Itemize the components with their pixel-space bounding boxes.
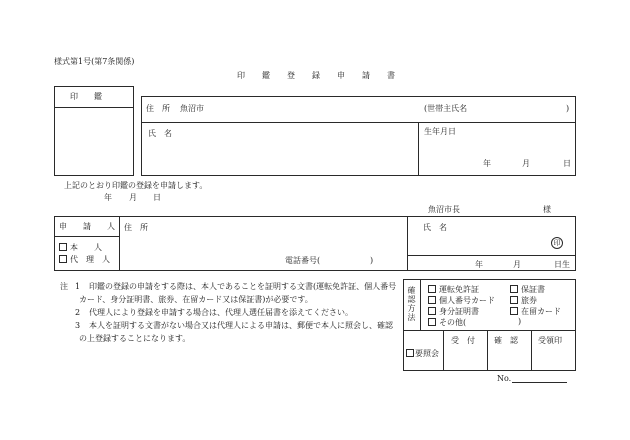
page-title: 印鑑登録申請書 [237,71,412,80]
checkbox[interactable] [428,307,436,315]
divider [420,279,421,330]
notes-head: 注 [60,282,68,291]
office-col-reception: 受 付 [451,336,475,345]
office-col-confirm: 確 認 [494,336,518,345]
birth-month: 月 [522,159,530,168]
verify-option-id[interactable] [428,307,479,316]
checkbox[interactable] [428,285,436,293]
verify-option-mynumber[interactable] [428,296,495,305]
checkbox[interactable] [59,255,67,263]
checkbox[interactable] [510,285,518,293]
divider [119,216,120,271]
checkbox[interactable] [59,243,67,251]
verify-label: 確認方法 [407,286,416,322]
option-label: その他( [439,318,467,327]
applicant-self-label: 本 人 [70,243,102,252]
note-1-number: 1 [75,282,81,291]
note-3-line2: の上登録することになります。 [79,334,191,343]
divider [531,330,532,371]
applicant-birth-year: 年 [475,260,483,269]
householder-close: ) [566,104,570,113]
verify-option-guarantee[interactable] [510,285,545,294]
applicant-birth-day: 日生 [554,260,570,269]
request-text: 上記のとおり印鑑の登録を申請します。 [64,181,208,190]
option-label: 保証書 [521,285,545,294]
applicant-address-label: 住 所 [124,223,148,232]
checkbox[interactable] [428,296,436,304]
number-underline [512,382,567,383]
office-col-receipt-seal: 受領印 [538,336,562,345]
divider [403,330,576,331]
date-day: 日 [153,193,161,202]
divider [141,122,576,123]
verify-other-close: ) [518,317,522,326]
householder-label: (世帯主氏名 [424,104,468,113]
option-label: 身分証明書 [439,307,479,316]
date-year: 年 [104,193,112,202]
applicant-agent-option[interactable] [59,255,110,264]
divider [407,255,576,256]
option-label: 個人番号カード [439,296,495,305]
note-2-number: 2 [75,308,81,317]
address-value[interactable]: 魚沼市 [180,104,204,113]
name-label: 氏 名 [148,129,172,138]
divider [54,236,119,237]
verify-option-license[interactable] [428,285,479,294]
birth-year: 年 [483,159,491,168]
applicant-birth-month: 月 [513,260,521,269]
checkbox[interactable] [406,349,414,357]
option-label: 在留カード [521,307,561,316]
address-label: 住 所 [146,104,170,113]
verify-option-passport[interactable] [510,296,537,305]
registrant-box [141,96,576,176]
mayor-label: 魚沼市長 [428,205,460,214]
phone-label: 電話番号( [285,256,321,265]
divider [418,122,419,176]
checkbox[interactable] [428,318,436,326]
option-label: 運転免許証 [439,285,479,294]
form-number: 様式第1号(第7条関係) [54,57,135,66]
applicant-name-label: 氏 名 [423,223,447,232]
applicant-agent-label: 代 理 人 [70,255,110,264]
note-3-number: 3 [75,321,81,330]
note-3-line1: 本人を証明する文書がない場合又は代理人による申請は、郵便で本人に照会し、確認 [89,321,393,330]
seal-mark: 印 [551,237,563,249]
divider [407,216,408,271]
verify-option-residence[interactable] [510,307,561,316]
phone-close: ) [370,256,374,265]
option-label: 旅券 [521,296,537,305]
note-2-line1: 代理人により登録を申請する場合は、代理人選任届書を添えてください。 [89,308,353,317]
checkbox[interactable] [510,296,518,304]
seal-box-label: 印 鑑 [70,92,102,101]
divider [54,107,134,108]
inquiry-label: 要照会 [415,349,439,358]
note-1-line2: カード、身分証明書、旅券、在留カード又は保証書)が必要です。 [79,295,313,304]
birth-label: 生年月日 [424,127,456,136]
note-1-line1: 印鑑の登録の申請をする際は、本人であることを証明する文書(運転免許証、個人番号 [89,282,397,291]
verify-option-other[interactable] [428,318,466,327]
date-month: 月 [129,193,137,202]
divider [443,330,444,371]
applicant-label: 申 請 人 [59,222,119,231]
checkbox[interactable] [510,307,518,315]
birth-day: 日 [563,159,571,168]
mayor-suffix: 様 [543,205,551,214]
divider [487,330,488,371]
number-label: No. [497,374,512,383]
applicant-self-option[interactable] [59,243,102,252]
inquiry-option[interactable] [406,349,439,358]
